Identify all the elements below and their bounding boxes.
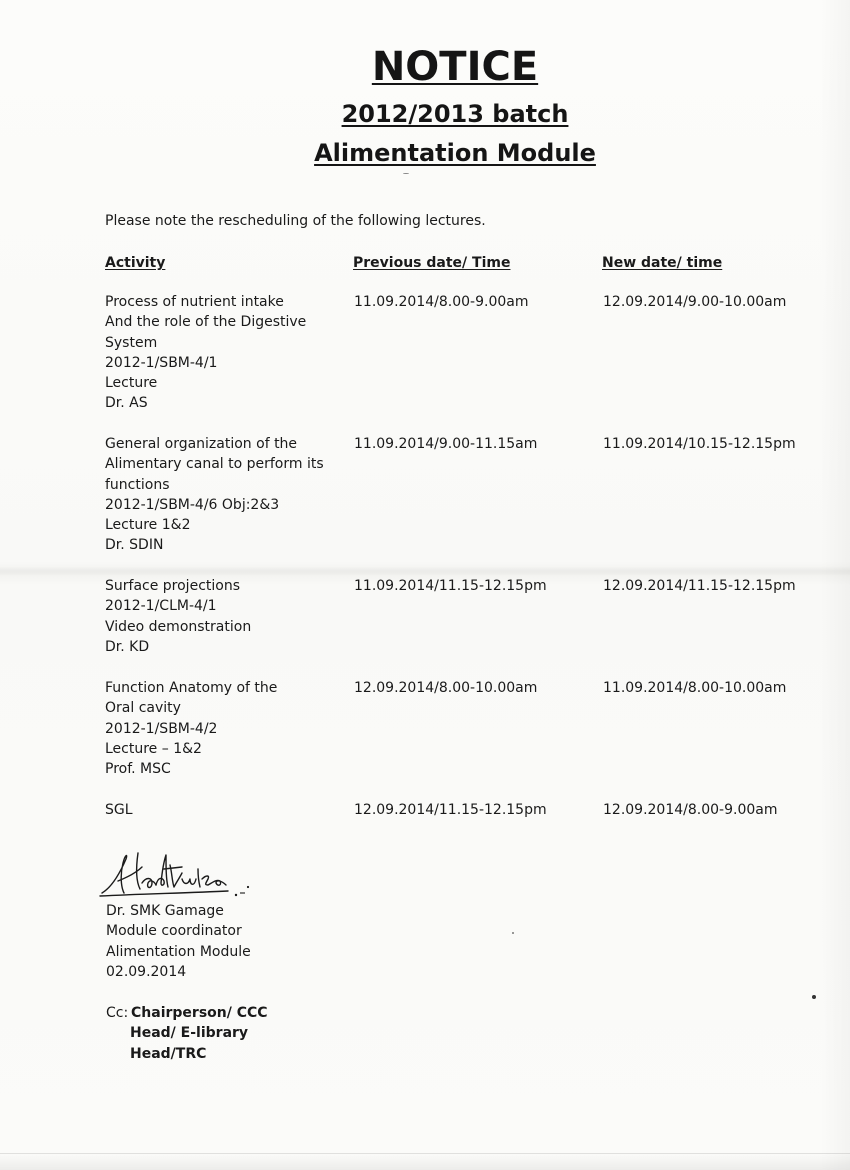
activity-line: 2012-1/SBM-4/6 Obj:2&3: [105, 496, 280, 513]
activity-line: 2012-1/CLM-4/1: [105, 598, 217, 615]
previous-datetime: 11.09.2014/11.15-12.15pm: [354, 578, 547, 594]
cc-label: Cc:: [106, 1005, 129, 1021]
activity-cell: [105, 576, 345, 657]
column-header-previous: Previous date/ Time: [353, 255, 511, 271]
activity-line: And the role of the Digestive: [105, 314, 307, 331]
cc-recipient: Chairperson/ CCC: [131, 1005, 268, 1021]
activity-line: Alimentary canal to perform its: [105, 456, 324, 473]
activity-line: Lecture: [105, 375, 158, 392]
cc-recipient: Head/ E-library: [130, 1025, 249, 1042]
new-datetime: 12.09.2014/11.15-12.15pm: [603, 578, 796, 594]
signatory-role: Module coordinator: [106, 923, 242, 940]
previous-datetime: 12.09.2014/8.00-10.00am: [354, 680, 538, 696]
module-heading: Alimentation Module: [314, 139, 596, 167]
activity-line: Oral cavity: [105, 700, 181, 717]
batch-heading: 2012/2013 batch: [341, 100, 569, 128]
activity-line: Function Anatomy of the: [105, 680, 278, 696]
paper-edge-shadow: [820, 0, 850, 1170]
activity-line: Video demonstration: [105, 618, 252, 635]
activity-line: General organization of the: [105, 436, 298, 452]
activity-cell: [105, 678, 345, 779]
cc-list: [106, 1003, 268, 1064]
paper-bottom-edge: [0, 1153, 850, 1170]
previous-datetime: 12.09.2014/11.15-12.15pm: [354, 802, 547, 818]
activity-line: Dr. AS: [105, 395, 148, 412]
scan-speck: [812, 995, 816, 999]
previous-datetime: 11.09.2014/8.00-9.00am: [354, 294, 529, 310]
column-header-new: New date/ time: [602, 255, 723, 271]
activity-line: Lecture 1&2: [105, 517, 191, 534]
activity-line: Dr. KD: [105, 638, 150, 655]
activity-line: Process of nutrient intake: [105, 294, 284, 310]
activity-line: Dr. SDIN: [105, 537, 164, 554]
activity-line: Prof. MSC: [105, 761, 171, 778]
new-datetime: 12.09.2014/8.00-9.00am: [603, 802, 778, 818]
new-datetime: 11.09.2014/8.00-10.00am: [603, 680, 787, 696]
notice-title: NOTICE: [371, 44, 539, 90]
activity-line: 2012-1/SBM-4/1: [105, 354, 218, 371]
scan-speck: [512, 932, 514, 934]
notice-date: 02.09.2014: [106, 963, 187, 980]
scan-speck: [403, 173, 409, 174]
cc-recipient: Head/TRC: [130, 1045, 207, 1062]
signatory-block: [106, 901, 251, 982]
activity-line: SGL: [105, 802, 133, 818]
column-header-activity: Activity: [105, 255, 166, 271]
activity-cell: [105, 800, 345, 820]
intro-text: Please note the rescheduling of the following lectures.: [105, 213, 486, 229]
signatory-module: Alimentation Module: [106, 943, 251, 960]
activity-line: functions: [105, 476, 170, 493]
activity-line: Lecture – 1&2: [105, 740, 202, 757]
activity-line: System: [105, 334, 158, 351]
activity-line: Surface projections: [105, 578, 240, 594]
new-datetime: 12.09.2014/9.00-10.00am: [603, 294, 787, 310]
handwritten-signature: [98, 843, 258, 903]
signatory-name: Dr. SMK Gamage: [106, 903, 224, 919]
new-datetime: 11.09.2014/10.15-12.15pm: [603, 436, 796, 452]
previous-datetime: 11.09.2014/9.00-11.15am: [354, 436, 538, 452]
activity-cell: [105, 434, 345, 556]
activity-cell: [105, 292, 345, 414]
activity-line: 2012-1/SBM-4/2: [105, 720, 218, 737]
paper-fold: [0, 566, 850, 576]
